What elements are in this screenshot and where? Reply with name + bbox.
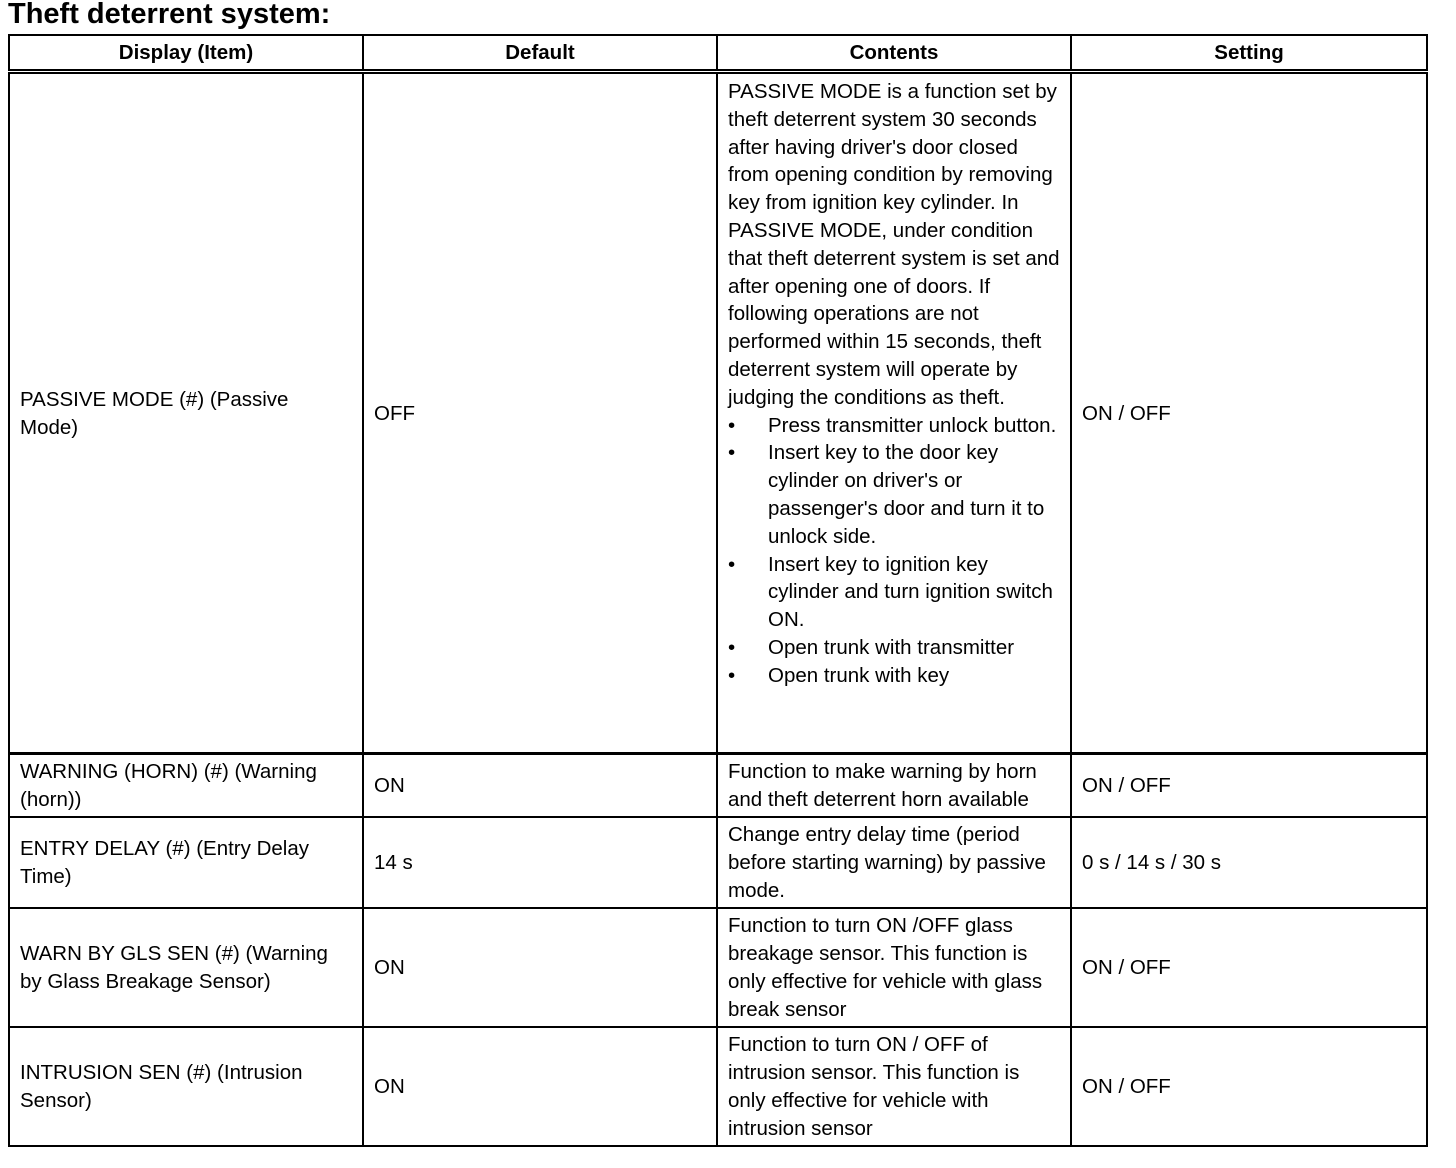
- table-row-passive-mode: [9, 72, 1427, 754]
- list-item: [728, 412, 1060, 440]
- cell-contents: Function to turn ON / OFF of intrusion sensor. This function is only effective for vehicle with intrusion sensor: [717, 1027, 1071, 1146]
- cell-default: OFF: [363, 72, 717, 754]
- cell-display: ENTRY DELAY (#) (Entry Delay Time): [9, 817, 363, 908]
- list-item-text: Press transmitter unlock button.: [768, 413, 1057, 437]
- cell-display: PASSIVE MODE (#) (Passive Mode): [9, 72, 363, 754]
- bullet-icon: •: [728, 663, 736, 687]
- bullet-icon: •: [728, 552, 736, 576]
- cell-default: ON: [363, 908, 717, 1027]
- cell-display: WARNING (HORN) (#) (Warning (horn)): [9, 754, 363, 818]
- cell-setting: 0 s / 14 s / 30 s: [1071, 817, 1427, 908]
- cell-default: ON: [363, 754, 717, 818]
- table-header-row: [9, 35, 1427, 72]
- header-setting: Setting: [1071, 35, 1427, 72]
- bullet-icon: •: [728, 413, 736, 437]
- list-item: [728, 634, 1060, 662]
- list-item-text: Open trunk with key: [768, 663, 950, 687]
- bullet-icon: •: [728, 635, 736, 659]
- table-row-glass-sensor: [9, 908, 1427, 1027]
- cell-setting: ON / OFF: [1071, 908, 1427, 1027]
- cell-default: ON: [363, 1027, 717, 1146]
- cell-contents: Function to turn ON /OFF glass breakage sensor. This function is only effective for vehicle with glass break sensor: [717, 908, 1071, 1027]
- cell-contents: Function to make warning by horn and theft deterrent horn available: [717, 754, 1071, 818]
- list-item-text: Open trunk with transmitter: [768, 635, 1015, 659]
- page-title: Theft deterrent system:: [8, 0, 331, 30]
- list-item: [728, 439, 1060, 550]
- cell-display: WARN BY GLS SEN (#) (Warning by Glass Breakage Sensor): [9, 908, 363, 1027]
- header-contents: Contents: [717, 35, 1071, 72]
- cell-display: INTRUSION SEN (#) (Intrusion Sensor): [9, 1027, 363, 1146]
- cell-setting: ON / OFF: [1071, 1027, 1427, 1146]
- theft-deterrent-table: [8, 34, 1428, 1147]
- table-row-entry-delay: [9, 817, 1427, 908]
- cell-setting: ON / OFF: [1071, 754, 1427, 818]
- contents-paragraph: PASSIVE MODE is a function set by theft deterrent system 30 seconds after having driver's door closed from opening condition by removing key from ignition key cylinder. In PASSIVE MODE, under condition that theft deterrent system is set and after opening one of doors. If following operations are not performed within 15 seconds, theft deterrent system will operate by judging the conditions as theft.: [728, 80, 1060, 409]
- header-default: Default: [363, 35, 717, 72]
- cell-default: 14 s: [363, 817, 717, 908]
- cell-contents: [717, 72, 1071, 754]
- list-item-text: Insert key to the door key cylinder on driver's or passenger's door and turn it to unlock side.: [768, 441, 1045, 548]
- list-item: [728, 662, 1060, 690]
- list-item: [728, 551, 1060, 634]
- header-display-item: Display (Item): [9, 35, 363, 72]
- table-row-warning-horn: [9, 754, 1427, 818]
- cell-contents: Change entry delay time (period before starting warning) by passive mode.: [717, 817, 1071, 908]
- operations-list: [728, 412, 1060, 690]
- cell-setting: ON / OFF: [1071, 72, 1427, 754]
- table-row-intrusion-sensor: [9, 1027, 1427, 1146]
- list-item-text: Insert key to ignition key cylinder and turn ignition switch ON.: [768, 552, 1053, 632]
- bullet-icon: •: [728, 441, 736, 465]
